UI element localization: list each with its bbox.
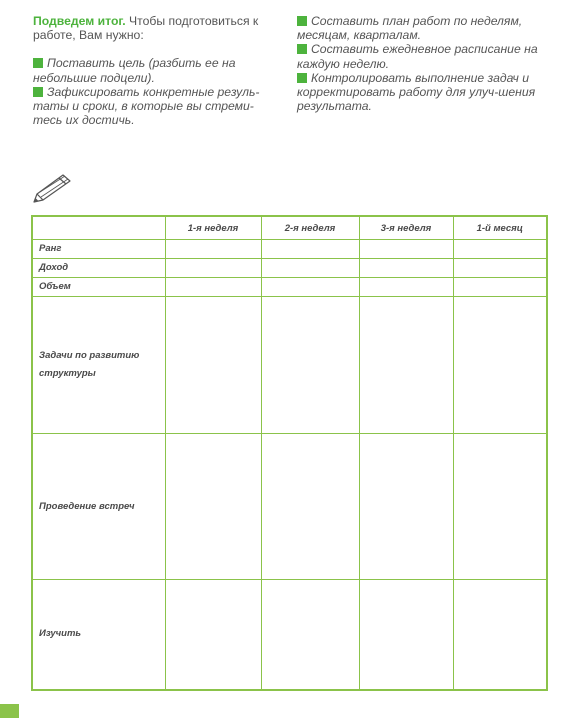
- row-label: Объем: [32, 278, 165, 297]
- summary-right-column: [297, 14, 559, 113]
- bullet-text: Контролировать выполнение задач и корректировать работу для улуч-шения результата.: [297, 70, 536, 114]
- table-cell: [165, 434, 261, 580]
- plan-table: [31, 215, 548, 691]
- table-cell: [359, 259, 453, 278]
- row-label: Доход: [32, 259, 165, 278]
- table-cell: [359, 434, 453, 580]
- green-square-bullet-icon: [33, 87, 43, 97]
- table-cell: [261, 297, 359, 434]
- table-cell: [453, 259, 547, 278]
- bullet-item: [33, 85, 279, 128]
- bullet-item: [297, 14, 559, 42]
- table-row: [32, 434, 547, 580]
- table-cell: [453, 580, 547, 690]
- bullet-item: [297, 71, 559, 114]
- table-header-cell: 1-я неделя: [165, 216, 261, 240]
- table-cell: [165, 259, 261, 278]
- summary-lead-bold: Подведем итог.: [33, 14, 126, 28]
- bullet-item: [297, 42, 559, 70]
- green-square-bullet-icon: [33, 58, 43, 68]
- row-label: Ранг: [32, 240, 165, 259]
- table-cell: [165, 278, 261, 297]
- table-cell: [165, 580, 261, 690]
- row-label: Изучить: [32, 580, 165, 690]
- table-row: [32, 259, 547, 278]
- page-corner-marker: [0, 704, 19, 718]
- bullet-text: Составить ежедневное расписание на каждую неделю.: [297, 42, 538, 71]
- table-cell: [261, 580, 359, 690]
- bullet-item: [33, 56, 279, 84]
- row-label: Задачи по развитию структуры: [32, 297, 165, 434]
- summary-lead-text: Чтобы подготовиться к работе, Вам нужно:: [33, 14, 259, 43]
- summary-lead: [33, 14, 279, 42]
- table-header-cell: 3-я неделя: [359, 216, 453, 240]
- green-square-bullet-icon: [297, 44, 307, 54]
- summary-left-column: [33, 14, 279, 127]
- table-cell: [261, 434, 359, 580]
- table-row: [32, 580, 547, 690]
- table-header-cell: 1-й месяц: [453, 216, 547, 240]
- table-header-row: [32, 216, 547, 240]
- table-cell: [261, 240, 359, 259]
- bullet-text: Поставить цель (разбить ее на небольшие подцели).: [33, 56, 236, 85]
- bullet-text: Составить план работ по неделям, месяцам, кварталам.: [297, 14, 523, 43]
- table-cell: [359, 278, 453, 297]
- table-cell: [453, 278, 547, 297]
- pencil-icon: [30, 172, 74, 206]
- table-cell: [453, 240, 547, 259]
- table-cell: [261, 278, 359, 297]
- table-cell: [453, 434, 547, 580]
- table-cell: [261, 259, 359, 278]
- table-row: [32, 297, 547, 434]
- table-header-cell: [32, 216, 165, 240]
- green-square-bullet-icon: [297, 16, 307, 26]
- table-row: [32, 240, 547, 259]
- table-header-cell: 2-я неделя: [261, 216, 359, 240]
- table-cell: [359, 580, 453, 690]
- table-cell: [359, 240, 453, 259]
- table-row: [32, 278, 547, 297]
- row-label: Проведение встреч: [32, 434, 165, 580]
- table-cell: [165, 297, 261, 434]
- table-cell: [359, 297, 453, 434]
- green-square-bullet-icon: [297, 73, 307, 83]
- table-cell: [453, 297, 547, 434]
- bullet-text: Зафиксировать конкретные резуль-таты и сроки, в которые вы стреми-тесь их достичь.: [33, 84, 260, 128]
- table-cell: [165, 240, 261, 259]
